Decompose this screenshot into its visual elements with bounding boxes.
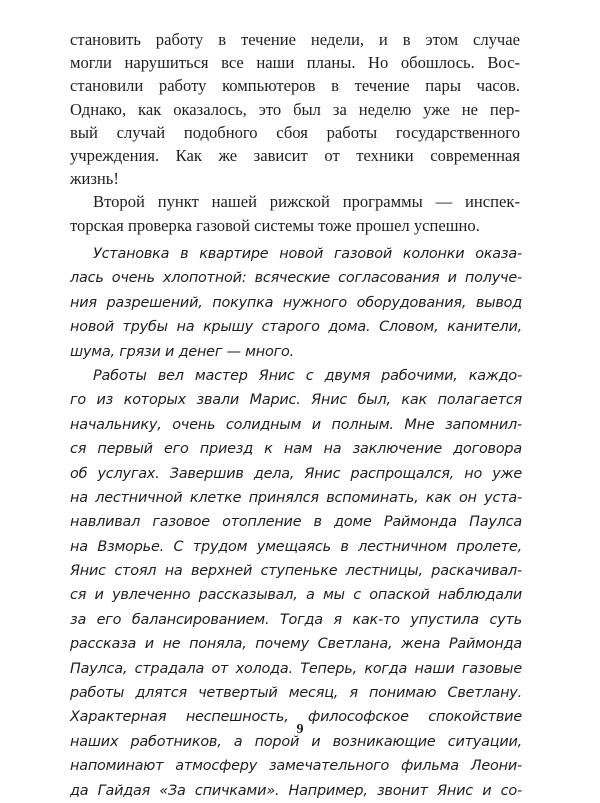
text-line: становили работу компьютеров в течение пары часов. [70, 76, 520, 96]
text-line: Однако, как оказалось, это был за неделю уже не пер- [70, 99, 520, 119]
paragraph [70, 28, 520, 190]
text-line: рассказа и не поняла, почему Светлана, жена Раймонда [70, 636, 522, 653]
text-line: торская проверка газовой системы тоже прошел успешно. [70, 215, 480, 235]
text-line: работы длятся четвертый месяц, я понимаю Светлану. [70, 685, 522, 702]
text-line: жизнь! [70, 169, 119, 189]
text-line: становить работу в течение недели, и в этом случае [70, 30, 520, 49]
text-line: начальнику, очень солидным и полным. Мне запомнил- [70, 416, 522, 433]
text-line: учреждения. Как же зависит от техники современная [70, 145, 520, 165]
text-line: шума, грязи и денег — много. [70, 343, 294, 360]
text-line: за его балансированием. Тогда я как-то упустила суть [70, 611, 522, 628]
body-text-serif [70, 28, 520, 237]
text-line: на Взморье. С трудом умещаясь в лестничном пролете, [70, 538, 522, 555]
text-line: ния разрешений, покупка нужного оборудования, вывод [70, 294, 522, 311]
paragraph [70, 242, 522, 364]
text-line: напоминают атмосферу замечательного фильма Леони- [70, 758, 522, 775]
text-line: го из которых звали Марис. Янис был, как полагается [70, 392, 522, 409]
text-line: да Гайдая «За спичками». Например, звонит Янис и со- [70, 782, 522, 799]
text-line: Установка в квартире новой газовой колонки оказа- [93, 246, 522, 262]
text-line: ся первый его приезд к нам на заключение договора [70, 441, 522, 458]
text-line: Второй пункт нашей рижской программы — инспек- [93, 192, 520, 212]
text-line: лась очень хлопотной: всяческие согласования и получе- [70, 270, 522, 287]
text-line: навливал газовое отопление в доме Раймонда Паулса [70, 514, 522, 531]
text-line: на лестничной клетке принялся вспоминать, как он уста- [70, 489, 522, 506]
text-line: наших работников, а порой и возникающие ситуации, [70, 733, 522, 750]
page-number: 9 [296, 722, 304, 737]
text-line: новой трубы на крышу старого дома. Словом, канители, [70, 319, 522, 336]
text-line: ся и увлеченно рассказывал, а мы с опаской наблюдали [70, 587, 522, 604]
text-line: об услугах. Завершив дела, Янис распрощался, но уже [70, 465, 522, 482]
text-line: Паулса, страдала от холода. Теперь, когда наши газовые [70, 660, 522, 677]
paragraph [70, 190, 520, 236]
text-line: могли нарушиться все наши планы. Но обошлось. Вос- [70, 53, 520, 73]
text-line: Янис стоял на верхней ступеньке лестницы, раскачивал- [70, 563, 522, 580]
text-line: Работы вел мастер Янис с двумя рабочими, каждо- [93, 367, 522, 384]
diary-excerpt-italic [70, 242, 522, 803]
text-line: вый случай подобного сбоя работы государственного [70, 122, 520, 142]
text-line: Характерная неспешность, философское спокойствие [70, 709, 522, 726]
